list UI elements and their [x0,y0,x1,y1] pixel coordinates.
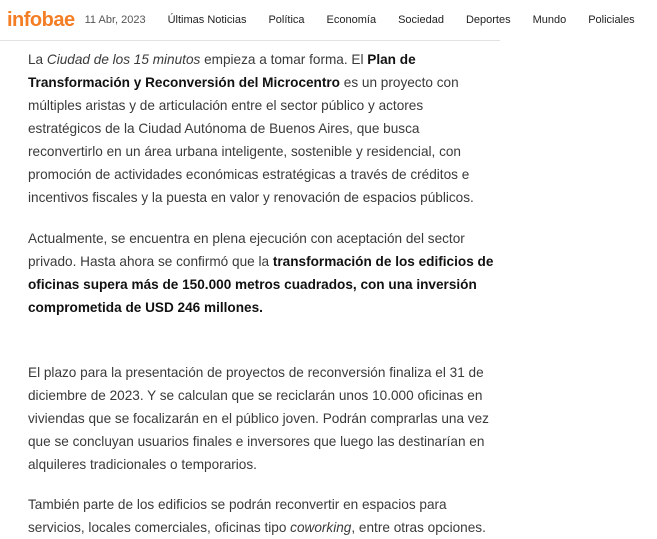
p2-text-1: Actualmente, se encuentra en plena ejecución con aceptación del sector privado. Hasta ahora se confirmó que la [28,231,465,269]
p4-emphasis-coworking: coworking [290,520,352,535]
infobae-logo[interactable]: infobae [7,8,75,31]
nav-deportes[interactable]: Deportes [465,14,511,26]
top-navigation-bar [0,0,635,41]
p1-emphasis: Ciudad de los 15 minutos [46,52,201,67]
p4-text-1: También parte de los edificios se podrán reconvertir en espacios para servicios, locales comerciales, oficinas tipo [28,497,447,535]
p4-text-2: , entre otras opciones. [351,520,486,535]
nav-policiales[interactable]: Policiales [588,14,635,26]
nav-politica[interactable]: Política [268,14,305,26]
article-paragraph-4 [28,493,494,539]
article-paragraph-1 [28,48,494,209]
article-paragraph-3 [28,361,494,476]
p1-text-2: empieza a tomar forma. El [200,52,368,67]
p1-text-3: es un proyecto con múltiples aristas y de articulación entre el sector público y actores estratégicos de la Ciudad Autónoma de Buenos Aires, que busca reconvertirlo en un área urbana inteligente, sostenible y residencial, con promoción de actividades económicas estratégicas a través de créditos e incentivos fiscales y la puesta en valor y renovación de espacios públicos. [28,75,474,205]
article-body [28,48,494,539]
p3-text-1: El plazo para la presentación de proyectos de reconversión finaliza el 31 de diciembre de 2023. Y se calculan que se reciclarán unos 10.000 oficinas en viviendas que se focalizarán en el público joven. Podrán comprarlas una vez que se concluyan usuarios finales e inversores que luego las destinarían en alquileres tradicionales o temporarios. [28,365,489,472]
header-date: 11 Abr, 2023 [84,14,146,26]
nav-ultimas-noticias[interactable]: Últimas Noticias [167,14,247,26]
p1-bold-plan-name: Plan de Transformación y Reconversión del Microcentro [28,52,416,90]
article-paragraph-2 [28,227,494,319]
p1-text-1: La [28,52,47,67]
main-nav [168,14,657,26]
nav-mundo[interactable]: Mundo [532,14,567,26]
nav-sociedad[interactable]: Sociedad [398,14,444,26]
nav-economia[interactable]: Economía [326,14,377,26]
p2-bold-investment: transformación de los edificios de oficinas supera más de 150.000 metros cuadrados, con una inversión comprometida de USD 246 millones. [28,254,494,315]
